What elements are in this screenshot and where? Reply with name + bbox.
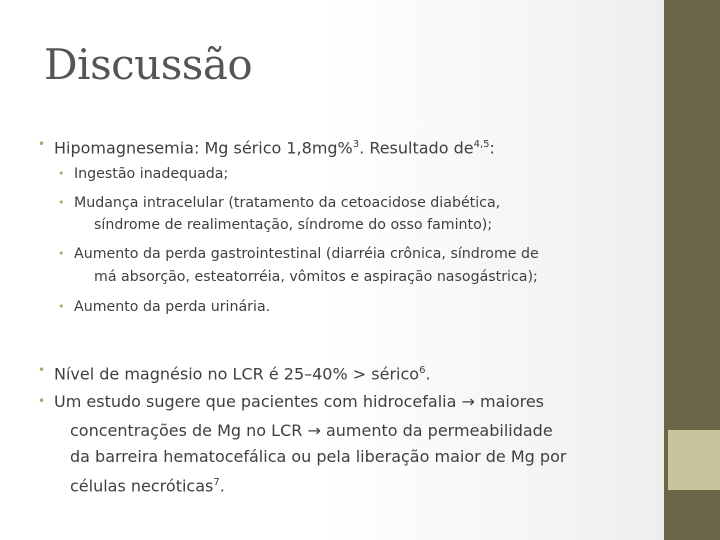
reference-superscript: 7 xyxy=(213,477,220,488)
bullet-text: células necróticas xyxy=(70,476,214,496)
bullet-dot-icon: • xyxy=(58,167,65,180)
arrow-right-icon: → xyxy=(307,421,321,440)
bullet-text: concentrações de Mg no LCR xyxy=(70,421,303,440)
arrow-right-icon: → xyxy=(461,392,475,411)
bullet-text: aumento da permeabilidade xyxy=(325,421,553,440)
bullet-dot-icon: • xyxy=(38,394,46,408)
sidebar-accent-block xyxy=(668,430,720,490)
bullet-text: Nível de magnésio no LCR é 25–40% > sérico xyxy=(54,364,420,384)
bullet-text: : xyxy=(489,138,495,158)
sub-bullet-text: Mudança intracelular (tratamento da cetoacidose diabética, xyxy=(74,195,501,211)
bullet-estudo-line4 xyxy=(70,470,225,498)
sub-bullet-mudanca-cont: síndrome de realimentação, síndrome do osso faminto); xyxy=(94,217,493,233)
reference-superscript: 4,5 xyxy=(473,139,490,150)
bullet-estudo-line2 xyxy=(70,418,553,443)
sub-bullet-ingestao xyxy=(58,163,229,185)
sub-bullet-gastro-cont: má absorção, esteatorréia, vômitos e aspiração nasogástrica); xyxy=(94,269,538,285)
reference-superscript: 3 xyxy=(352,139,360,150)
slide-title: Discussão xyxy=(44,40,253,89)
reference-superscript: 6 xyxy=(419,365,426,376)
bullet-lcr-level xyxy=(38,358,431,386)
bullet-hypomagnesemia xyxy=(38,132,495,160)
bullet-text: Hipomagnesemia: Mg sérico 1,8mg% xyxy=(54,138,353,158)
sub-bullet-text: Aumento da perda gastrointestinal (diarréia crônica, síndrome de xyxy=(74,246,539,262)
bullet-dot-icon: • xyxy=(58,196,65,209)
sub-bullet-mudanca xyxy=(58,192,501,214)
bullet-text: . xyxy=(219,476,225,496)
bullet-text: . xyxy=(425,364,431,384)
bullet-text: maiores xyxy=(479,392,545,411)
bullet-dot-icon: • xyxy=(58,300,65,313)
sub-bullet-gastro xyxy=(58,243,539,265)
bullet-estudo-line3: da barreira hematocefálica ou pela liberação maior de Mg por xyxy=(70,447,567,466)
sub-bullet-urinaria xyxy=(58,296,271,318)
bullet-text: Um estudo sugere que pacientes com hidrocefalia xyxy=(54,392,457,411)
sub-bullet-text: Aumento da perda urinária. xyxy=(74,299,271,315)
bullet-dot-icon: • xyxy=(58,247,65,260)
bullet-dot-icon: • xyxy=(38,137,46,151)
bullet-estudo xyxy=(38,389,545,414)
sub-bullet-text: Ingestão inadequada; xyxy=(74,166,229,182)
bullet-dot-icon: • xyxy=(38,363,46,377)
bullet-text: . Resultado de xyxy=(359,138,474,158)
